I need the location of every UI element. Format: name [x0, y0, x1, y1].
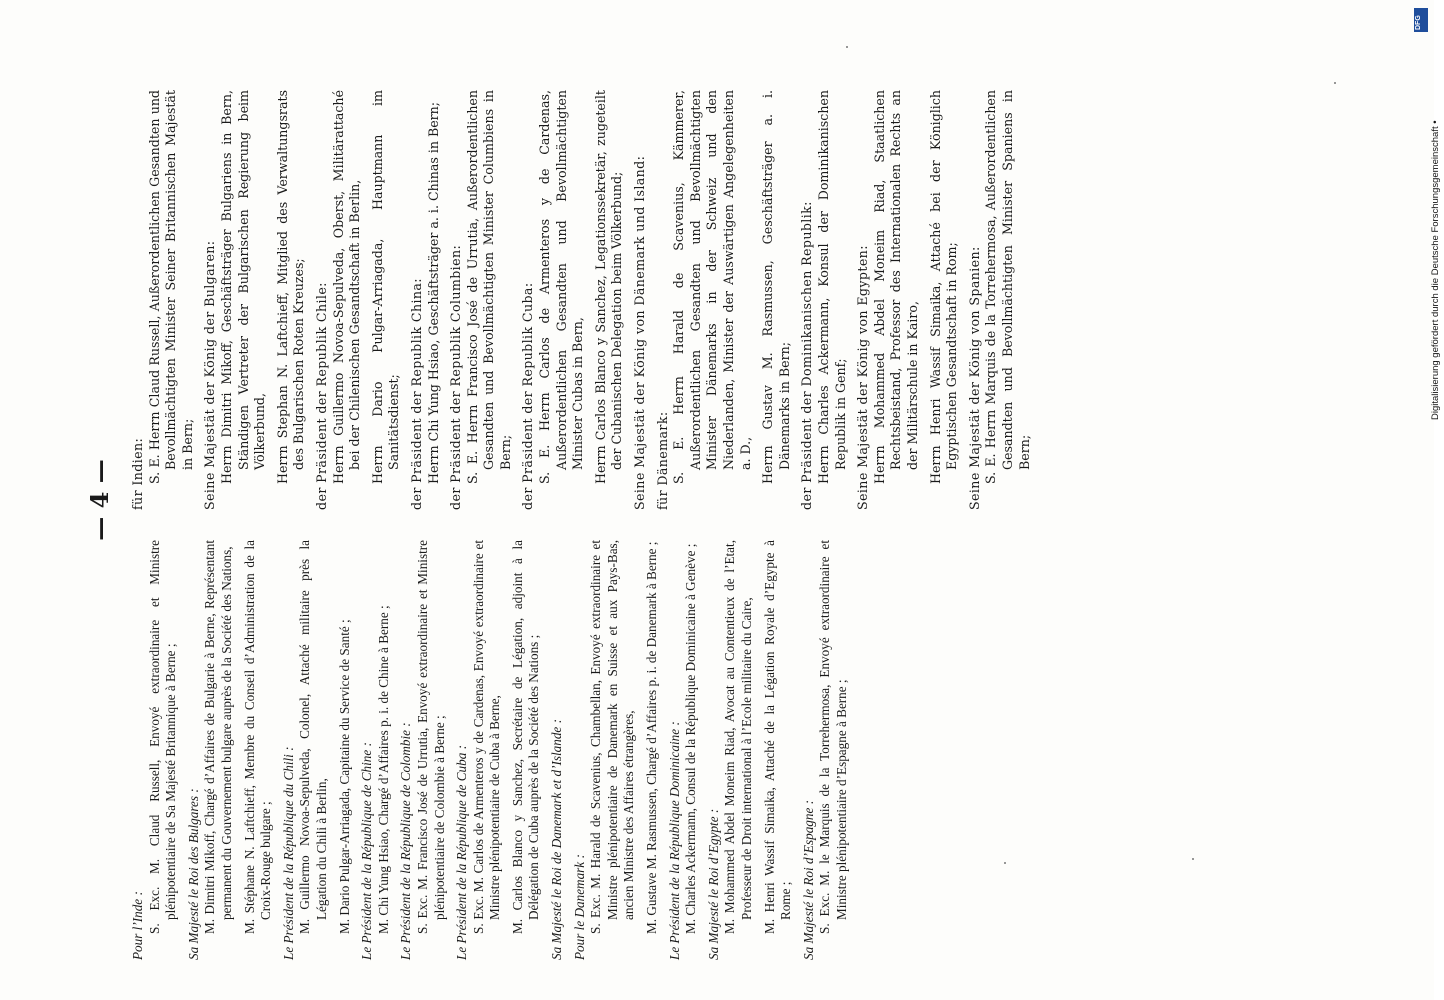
- german-entry: [409, 90, 442, 510]
- scan-speck: [1004, 862, 1006, 864]
- french-entry-delegate: S. Exc. M. Carlos de Armenteros y de Cardenas, Envoyé extraordinaire et Ministre plénipotentiaire de Cuba à Berne,: [470, 540, 503, 934]
- german-entry-heading: der Präsident der Dominikanischen Republik:: [799, 201, 815, 510]
- french-entry-heading: Sa Majesté le Roi d’Espagne :: [800, 799, 816, 960]
- german-entry-delegate: S. E. Herrn Marquis de la Torrehermosa, Außerordentlichen Gesandten und Bevollmächtigten Minister Spaniens in Bern;: [983, 90, 1032, 484]
- french-entry-heading: Sa Majesté le Roi d’Egypte :: [705, 808, 721, 960]
- french-entry: [359, 540, 392, 960]
- french-entry: [667, 540, 700, 960]
- french-entry-heading: Pour le Danemark :: [571, 854, 587, 960]
- german-entry-delegate: S. E. Herrn Harald de Scavenius, Kämmerer, Außerordentlichen Gesandten und Bevollmächtigten Minister Dänemarks in der Schweiz und den Niederlanden, Minister der Auswärtigen Angelegenheiten a. D.,: [671, 90, 753, 484]
- french-entry: [398, 540, 448, 960]
- french-entry: [186, 540, 275, 960]
- french-entry-heading: Le Président de la République Dominicaine :: [666, 721, 682, 960]
- french-entry-delegate: M. Dimitri Mikoff, Chargé d’Affaires de Bulgarie à Berne, Représentant permanent du Gouvernement bulgare auprès de la Société des Nations,: [202, 540, 234, 934]
- german-entry-heading: der Präsident der Republik Chile:: [313, 282, 329, 510]
- german-entry-heading: der Präsident der Republik China:: [408, 278, 424, 510]
- scan-speck: [1192, 858, 1194, 860]
- german-entry-delegate: Herrn Dimitri Mikoff, Geschäftsträger Bulgariens in Bern, Ständigen Vertreter der Bulgarischen Regierung beim Völkerbund,: [218, 90, 268, 484]
- german-entry-delegate: Herrn Mohammed Abdel Moneim Riad, Staatlichen Rechtsbeistand, Professor des Internationalen Rechts an der Militärschule in Kairo,: [871, 90, 920, 484]
- french-entry-heading: Pour l’Inde :: [130, 891, 145, 960]
- german-entry-delegate: Herrn Charles Ackermann, Konsul der Dominikanischen Republik in Genf;: [815, 90, 848, 484]
- french-column: [128, 540, 857, 960]
- scan-speck: [1334, 82, 1336, 84]
- german-entry-heading: der Präsident der Republik Columbien:: [448, 244, 464, 510]
- french-entry-delegate: S. Exc. M. Harald de Scavenius, Chambellan, Envoyé extraordinaire et Ministre plénipotentiaire de Danemark en Suisse et aux Pays-Bas, ancien Ministre des Affaires étrangères,: [588, 540, 637, 934]
- german-entry-heading: für Indien:: [130, 437, 145, 510]
- french-entry: [454, 540, 543, 960]
- german-entry: [314, 90, 403, 510]
- french-entry-delegate: M. Chi Yung Hsiao, Chargé d’Affaires p. i. de Chine à Berne ;: [375, 605, 391, 934]
- credit-text: Digitalisierung gefördert durch die Deutsche Forschungsgemeinschaft •: [1430, 120, 1441, 420]
- dfg-logo: [1414, 8, 1428, 32]
- german-entry-delegate: S. E. Herrn Carlos de Armenteros y de Cardenas, Außerordentlichen Gesandten und Bevollmächtigten Minister Cubas in Bern,: [537, 90, 586, 484]
- french-entry-heading: Le Président de la République de Cuba :: [454, 745, 470, 960]
- german-entry-delegate: Herrn Stephan N. Laftchieff, Mitglied des Verwaltungsrats des Bulgarischen Roten Kreuzes;: [274, 90, 307, 484]
- dfg-logo-text: DFG: [1415, 15, 1422, 30]
- rotated-sheet: [80, 40, 1260, 960]
- french-entry-heading: Le Président de la République de Colombie :: [398, 722, 414, 960]
- french-entry-delegate: M. Guillermo Novoa-Sepulveda, Colonel, Attaché militaire près la Légation du Chili à Berlin,: [297, 540, 329, 934]
- german-entry: [855, 90, 961, 510]
- french-entry-delegate: M. Mohammed Abdel Moneim Riad, Avocat au Contentieux de l’Etat, Professeur de Droit international à l’Ecole militaire du Caire,: [722, 540, 754, 934]
- page-number: — 4 —: [85, 459, 114, 541]
- german-entry-heading: Seine Majestät der König von Egypten:: [855, 245, 871, 510]
- french-entry-delegate: M. Charles Ackermann, Consul de la République Dominicaine à Genève ;: [683, 543, 699, 934]
- german-entry-delegate: Herrn Carlos Blanco y Sanchez, Legationssekretär, zugeteilt der Cubanischen Delegation beim Völkerbund;: [592, 90, 625, 484]
- german-entry-heading: Seine Majestät der König von Dänemark und Island:: [632, 155, 648, 510]
- german-entry-heading: Seine Majestät der König der Bulgaren:: [202, 240, 218, 510]
- french-entry-delegate: M. Dario Pulgar-Arriagada, Capitaine du Service de Santé ;: [336, 619, 352, 934]
- german-entry: [655, 90, 794, 510]
- french-entry-delegate: M. Henri Wassif Simaika, Attaché de la Légation Royale d’Egypte à Rome ;: [761, 540, 794, 934]
- french-entry: [549, 540, 566, 960]
- scan-speck: [846, 46, 848, 48]
- german-entry: [967, 90, 1033, 510]
- german-entry: [799, 90, 849, 510]
- german-entry-heading: der Präsident der Republik Cuba:: [520, 282, 536, 510]
- french-entry-delegate: S. Exc. M. le Marquis de la Torrehermosa, Envoyé extraordinaire et Ministre plénipotentiaire d’Espagne à Berne ;: [817, 540, 849, 934]
- german-entry-delegate: Herrn Guillermo Novoa-Sepulveda, Oberst, Militärattaché bei der Chilenischen Gesandtschaft in Berlin,: [330, 90, 363, 484]
- german-entry: [520, 90, 626, 510]
- french-entry-heading: Sa Majesté le Roi des Bulgares :: [185, 788, 201, 960]
- french-entry: [281, 540, 353, 960]
- german-entry-heading: für Dänemark:: [654, 411, 670, 510]
- german-entry: [448, 90, 514, 510]
- german-entry-heading: Seine Majestät der König von Spanien:: [966, 246, 982, 510]
- french-entry: [572, 540, 661, 960]
- german-entry: [202, 90, 308, 510]
- french-entry: [801, 540, 851, 960]
- german-entry: [130, 90, 196, 510]
- digitization-credit: [1412, 10, 1441, 420]
- french-entry-delegate: S. Exc. M. Francisco José de Urrutia, Envoyé extraordinaire et Ministre plénipotentiaire de Colombie à Berne ;: [414, 540, 447, 934]
- french-entry-delegate: S. Exc. M. Claud Russell, Envoyé extraordinaire et Ministre plénipotentiaire de Sa Majesté Britannique à Berne ;: [146, 540, 179, 934]
- french-entry: [706, 540, 795, 960]
- german-column: [128, 90, 1039, 510]
- french-entry-heading: Le Président de la République de Chine :: [359, 742, 375, 960]
- german-entry-delegate: Herrn Chi Yung Hsiao, Geschäftsträger a. i. Chinas in Bern;: [425, 101, 441, 484]
- german-entry-delegate: Herrn Dario Pulgar-Arriagada, Hauptmann im Sanitätsdienst;: [369, 90, 402, 484]
- german-entry-delegate: S. E. Herrn Francisco José de Urrutia, Außerordentlichen Gesandten und Bevollmächtigten Minister Columbiens in Bern;: [464, 90, 513, 484]
- german-entry-delegate: S. E. Herrn Claud Russell, Außerordentlichen Gesandten und Bevollmächtigten Minister Seiner Britannischen Majestät in Bern;: [146, 90, 195, 484]
- french-entry-delegate: M. Stéphane N. Laftchieff, Membre du Conseil d’Administration de la Croix-Rouge bulgare ;: [241, 540, 274, 934]
- german-entry-delegate: Herrn Gustav M. Rasmussen, Geschäftsträger a. i. Dänemarks in Bern;: [760, 90, 792, 484]
- french-entry-heading: Sa Majesté le Roi de Danemark et d’Islande :: [549, 719, 565, 960]
- german-entry-delegate: Herrn Henri Wassif Simaika, Attaché bei der Königlich Egyptischen Gesandtschaft in Rom;: [927, 90, 960, 484]
- german-entry: [632, 90, 649, 510]
- french-entry-heading: Le Président de la République du Chili :: [280, 746, 296, 960]
- french-entry-delegate: M. Gustave M. Rasmussen, Chargé d’Affaires p. i. de Danemark à Berne ;: [644, 541, 660, 934]
- french-entry: [130, 540, 180, 960]
- french-entry-delegate: M. Carlos Blanco y Sanchez, Secrétaire de Légation, adjoint à la Délégation de Cuba auprès de la Société des Nations ;: [509, 540, 542, 934]
